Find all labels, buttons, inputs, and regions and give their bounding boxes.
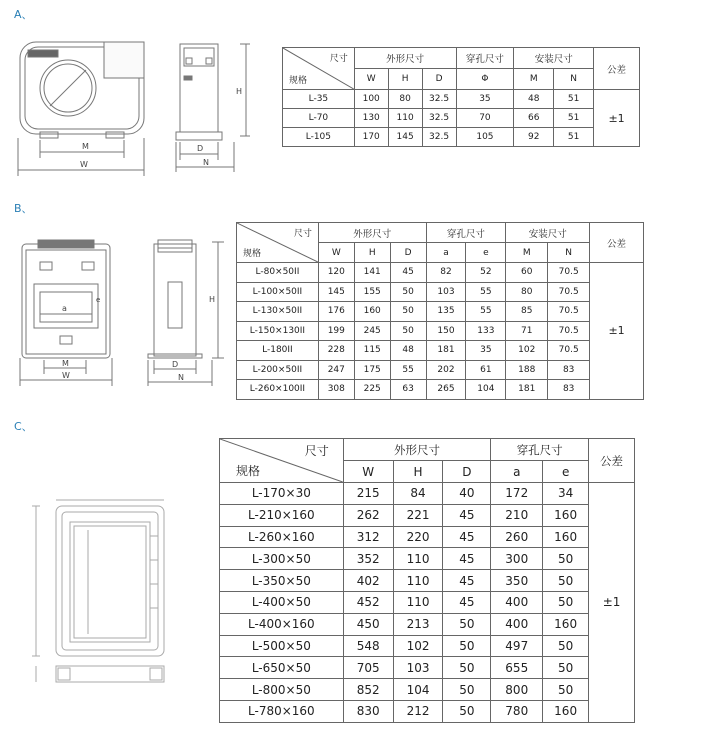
- cell: 70.5: [548, 263, 590, 283]
- cell: 55: [390, 360, 426, 380]
- table-row: [237, 360, 644, 380]
- table-row: [220, 526, 635, 548]
- cell: 32.5: [422, 90, 456, 109]
- table-row: [237, 282, 644, 302]
- cell: 52: [466, 263, 506, 283]
- cell-model: L-105: [283, 128, 355, 147]
- dim-label: 尺寸: [304, 444, 329, 458]
- cell: 350: [491, 570, 543, 592]
- drawing-c: [28, 496, 178, 690]
- cell-model: L-35: [283, 90, 355, 109]
- cell: 852: [343, 679, 393, 701]
- cell: 45: [443, 548, 491, 570]
- col-phi: Φ: [456, 69, 514, 90]
- cell: 188: [506, 360, 548, 380]
- cell: 50: [543, 635, 589, 657]
- cell-model: L-800×50: [220, 679, 344, 701]
- col-e: e: [466, 243, 506, 263]
- diag-header-cell: [220, 439, 344, 483]
- cell: 45: [443, 591, 491, 613]
- cell: 55: [466, 282, 506, 302]
- cell: 50: [543, 591, 589, 613]
- cell: 84: [393, 483, 443, 505]
- cell: 265: [426, 380, 466, 400]
- cell: 141: [354, 263, 390, 283]
- hole-dims-header: 穿孔尺寸: [426, 223, 506, 243]
- cell: 228: [318, 341, 354, 361]
- cell: 130: [354, 109, 388, 128]
- outer-dims-header: 外形尺寸: [343, 439, 491, 461]
- label-d: D: [172, 360, 179, 369]
- table-row: [220, 700, 635, 722]
- cell: 160: [543, 700, 589, 722]
- tolerance-header: 公差: [589, 439, 635, 483]
- cell: 82: [426, 263, 466, 283]
- cell: 70: [456, 109, 514, 128]
- table-row: [220, 570, 635, 592]
- cell: 452: [343, 591, 393, 613]
- cell: 70.5: [548, 302, 590, 322]
- cell: 105: [456, 128, 514, 147]
- col-h: H: [393, 461, 443, 483]
- label-d: D: [197, 144, 204, 153]
- table-row: [220, 657, 635, 679]
- cell: 45: [443, 504, 491, 526]
- diag-header-cell: [237, 223, 319, 263]
- cell-model: L-210×160: [220, 504, 344, 526]
- tolerance-value: ±1: [589, 483, 635, 723]
- cell: 104: [393, 679, 443, 701]
- cell: 110: [393, 591, 443, 613]
- cell: 50: [543, 570, 589, 592]
- cell: 150: [426, 321, 466, 341]
- cell: 160: [543, 526, 589, 548]
- install-dims-header: 安装尺寸: [514, 48, 594, 69]
- cell: 51: [554, 90, 594, 109]
- spec-table-c: [219, 438, 635, 723]
- cell: 85: [506, 302, 548, 322]
- cell-model: L-260×160: [220, 526, 344, 548]
- col-d: D: [390, 243, 426, 263]
- cell: 300: [491, 548, 543, 570]
- label-w: W: [62, 371, 70, 380]
- tolerance-header: 公差: [590, 223, 644, 263]
- cell: 83: [548, 360, 590, 380]
- cell: 548: [343, 635, 393, 657]
- table-row: [237, 263, 644, 283]
- cell: 135: [426, 302, 466, 322]
- cell: 830: [343, 700, 393, 722]
- cell: 70.5: [548, 321, 590, 341]
- outer-dims-header: 外形尺寸: [354, 48, 456, 69]
- cell: 45: [390, 263, 426, 283]
- cell: 133: [466, 321, 506, 341]
- cell: 160: [543, 504, 589, 526]
- cell-model: L-80×50II: [237, 263, 319, 283]
- cell-model: L-260×100II: [237, 380, 319, 400]
- tolerance-value: ±1: [590, 263, 644, 400]
- cell: 103: [393, 657, 443, 679]
- dim-label: 尺寸: [329, 54, 348, 64]
- cell: 34: [543, 483, 589, 505]
- cell: 655: [491, 657, 543, 679]
- cell: 245: [354, 321, 390, 341]
- cell: 80: [506, 282, 548, 302]
- table-row: [220, 679, 635, 701]
- cell: 800: [491, 679, 543, 701]
- cell: 172: [491, 483, 543, 505]
- cell-model: L-300×50: [220, 548, 344, 570]
- cell: 780: [491, 700, 543, 722]
- cell: 50: [390, 321, 426, 341]
- cell: 175: [354, 360, 390, 380]
- cell-model: L-400×50: [220, 591, 344, 613]
- cell-model: L-130×50II: [237, 302, 319, 322]
- col-w: W: [354, 69, 388, 90]
- cell-model: L-150×130II: [237, 321, 319, 341]
- model-label: 规格: [243, 249, 262, 259]
- spec-table-b: [236, 222, 644, 400]
- cell: 32.5: [422, 128, 456, 147]
- cell: 400: [491, 591, 543, 613]
- label-n: N: [178, 373, 184, 382]
- cell: 83: [548, 380, 590, 400]
- table-row: [237, 341, 644, 361]
- cell: 210: [491, 504, 543, 526]
- cell: 50: [443, 635, 491, 657]
- cell: 497: [491, 635, 543, 657]
- cell-model: L-70: [283, 109, 355, 128]
- col-n: N: [548, 243, 590, 263]
- cell: 50: [443, 679, 491, 701]
- diag-header-cell: [283, 48, 355, 90]
- cell: 212: [393, 700, 443, 722]
- section-c-label: C、: [14, 420, 33, 433]
- table-row: [237, 302, 644, 322]
- cell: 176: [318, 302, 354, 322]
- cell: 199: [318, 321, 354, 341]
- cell: 352: [343, 548, 393, 570]
- cell: 213: [393, 613, 443, 635]
- cell-model: L-350×50: [220, 570, 344, 592]
- cell: 400: [491, 613, 543, 635]
- cell: 60: [506, 263, 548, 283]
- cell: 71: [506, 321, 548, 341]
- cell-model: L-400×160: [220, 613, 344, 635]
- cell: 40: [443, 483, 491, 505]
- cell: 202: [426, 360, 466, 380]
- cell: 92: [514, 128, 554, 147]
- cell: 220: [393, 526, 443, 548]
- col-w: W: [318, 243, 354, 263]
- table-row: [283, 90, 640, 109]
- col-d: D: [443, 461, 491, 483]
- cell: 312: [343, 526, 393, 548]
- cell: 115: [354, 341, 390, 361]
- label-h: H: [209, 295, 216, 304]
- cell: 66: [514, 109, 554, 128]
- label-m: M: [82, 142, 89, 151]
- label-e: e: [96, 296, 101, 304]
- model-label: 规格: [236, 464, 261, 478]
- cell-model: L-170×30: [220, 483, 344, 505]
- cell: 247: [318, 360, 354, 380]
- dim-label: 尺寸: [293, 229, 312, 239]
- cell: 45: [443, 570, 491, 592]
- cell: 110: [388, 109, 422, 128]
- cell: 103: [426, 282, 466, 302]
- col-w: W: [343, 461, 393, 483]
- cell: 70.5: [548, 341, 590, 361]
- section-b-label: B、: [14, 202, 33, 215]
- cell: 35: [456, 90, 514, 109]
- cell: 50: [443, 700, 491, 722]
- table-row: [283, 109, 640, 128]
- cell: 45: [443, 526, 491, 548]
- label-a: a: [62, 304, 67, 313]
- table-row: [220, 504, 635, 526]
- cell-model: L-200×50II: [237, 360, 319, 380]
- label-n: N: [203, 158, 209, 167]
- cell: 450: [343, 613, 393, 635]
- cell: 61: [466, 360, 506, 380]
- label-m: M: [62, 359, 69, 368]
- col-m: M: [506, 243, 548, 263]
- cell: 102: [393, 635, 443, 657]
- table-row: [220, 483, 635, 505]
- cell: 705: [343, 657, 393, 679]
- install-dims-header: 安装尺寸: [506, 223, 590, 243]
- cell: 51: [554, 128, 594, 147]
- cell: 50: [543, 657, 589, 679]
- tolerance-header: 公差: [594, 48, 640, 90]
- cell: 145: [318, 282, 354, 302]
- table-row: [220, 613, 635, 635]
- cell: 221: [393, 504, 443, 526]
- label-w: W: [80, 160, 88, 169]
- cell: 110: [393, 570, 443, 592]
- cell: 48: [514, 90, 554, 109]
- cell: 35: [466, 341, 506, 361]
- tolerance-value: ±1: [594, 90, 640, 147]
- cell: 50: [543, 679, 589, 701]
- cell-model: L-100×50II: [237, 282, 319, 302]
- cell: 48: [390, 341, 426, 361]
- cell: 145: [388, 128, 422, 147]
- col-e: e: [543, 461, 589, 483]
- col-h: H: [388, 69, 422, 90]
- col-a: a: [491, 461, 543, 483]
- col-h: H: [354, 243, 390, 263]
- cell: 70.5: [548, 282, 590, 302]
- cell: 50: [543, 548, 589, 570]
- cell: 160: [543, 613, 589, 635]
- cell: 225: [354, 380, 390, 400]
- cell: 170: [354, 128, 388, 147]
- drawing-a: [12, 36, 252, 184]
- col-d: D: [422, 69, 456, 90]
- spec-table-a: [282, 47, 640, 147]
- cell-model: L-180II: [237, 341, 319, 361]
- cell: 402: [343, 570, 393, 592]
- cell: 32.5: [422, 109, 456, 128]
- cell: 100: [354, 90, 388, 109]
- cell-model: L-650×50: [220, 657, 344, 679]
- col-m: M: [514, 69, 554, 90]
- drawing-b: [12, 236, 234, 392]
- cell: 102: [506, 341, 548, 361]
- table-row: [283, 128, 640, 147]
- label-h: H: [236, 87, 243, 96]
- table-row: [237, 321, 644, 341]
- cell: 104: [466, 380, 506, 400]
- cell: 80: [388, 90, 422, 109]
- table-row: [220, 635, 635, 657]
- cell: 55: [466, 302, 506, 322]
- model-label: 规格: [289, 76, 308, 86]
- cell: 63: [390, 380, 426, 400]
- section-a-label: A、: [14, 8, 33, 21]
- cell: 181: [426, 341, 466, 361]
- cell-model: L-780×160: [220, 700, 344, 722]
- cell: 155: [354, 282, 390, 302]
- hole-dims-header: 穿孔尺寸: [456, 48, 514, 69]
- cell: 110: [393, 548, 443, 570]
- cell: 50: [443, 657, 491, 679]
- table-row: [237, 380, 644, 400]
- outer-dims-header: 外形尺寸: [318, 223, 426, 243]
- cell: 50: [443, 613, 491, 635]
- cell: 260: [491, 526, 543, 548]
- table-row: [220, 548, 635, 570]
- col-n: N: [554, 69, 594, 90]
- cell: 308: [318, 380, 354, 400]
- cell: 160: [354, 302, 390, 322]
- col-a: a: [426, 243, 466, 263]
- cell: 215: [343, 483, 393, 505]
- cell: 181: [506, 380, 548, 400]
- cell: 51: [554, 109, 594, 128]
- cell: 50: [390, 282, 426, 302]
- cell: 50: [390, 302, 426, 322]
- hole-dims-header: 穿孔尺寸: [491, 439, 589, 461]
- table-row: [220, 591, 635, 613]
- cell-model: L-500×50: [220, 635, 344, 657]
- cell: 120: [318, 263, 354, 283]
- cell: 262: [343, 504, 393, 526]
